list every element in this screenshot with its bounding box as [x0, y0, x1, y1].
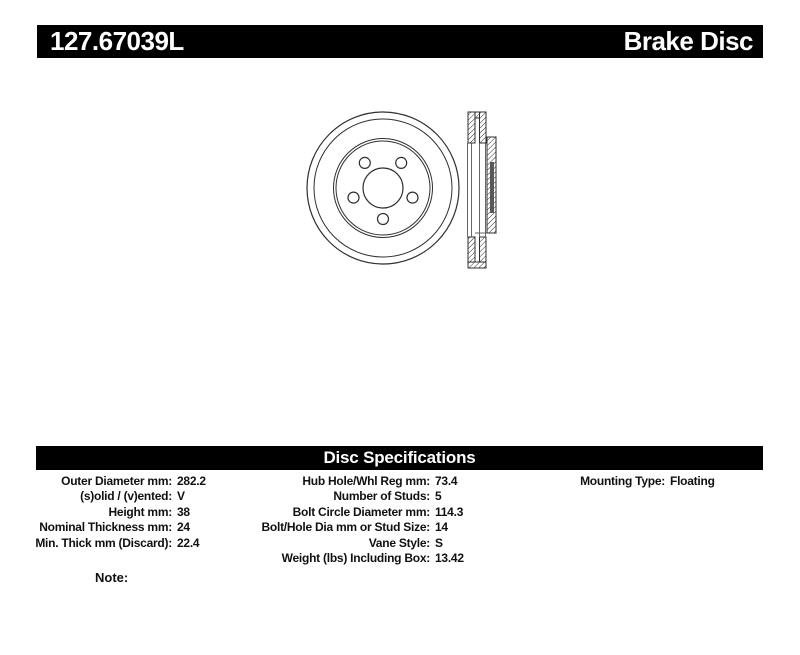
stud-hole — [396, 157, 407, 168]
spec-section-title: Disc Specifications — [323, 448, 476, 467]
spec-row — [258, 505, 464, 520]
spec-label: Bolt Circle Diameter mm: — [292, 504, 430, 519]
spec-row — [493, 474, 715, 489]
spec-row — [0, 474, 206, 489]
part-number: 127.67039L — [50, 26, 184, 56]
spec-label: Hub Hole/Whl Reg mm: — [302, 474, 430, 488]
spec-value: 73.4 — [435, 474, 458, 488]
hub-inner-circle — [336, 141, 430, 235]
spec-label: Number of Studs: — [333, 489, 430, 504]
disc-braking-surface-circle — [314, 119, 452, 257]
disc-section-view — [468, 112, 497, 268]
spec-label: Height mm: — [108, 504, 172, 519]
header-bar — [37, 25, 763, 58]
spec-label: Weight (lbs) Including Box: — [281, 551, 430, 566]
spec-row — [258, 489, 464, 504]
spec-label: Nominal Thickness mm: — [39, 520, 172, 535]
spec-column-middle — [258, 474, 464, 566]
spec-label: Vane Style: — [368, 535, 430, 550]
spec-value: 14 — [435, 520, 448, 535]
spec-column-left — [0, 474, 206, 551]
spec-label: Bolt/Hole Dia mm or Stud Size: — [261, 520, 430, 535]
spec-value: 5 — [435, 489, 442, 504]
spec-value: Floating — [670, 474, 715, 488]
technical-drawing — [280, 100, 510, 280]
spec-value: 24 — [177, 520, 190, 535]
spec-value: 114.3 — [435, 504, 464, 519]
stud-hole — [348, 192, 359, 203]
center-bore-circle — [363, 168, 403, 208]
spec-row — [258, 551, 464, 566]
section-bottom-cap — [468, 262, 486, 268]
section-top-left-plate — [468, 112, 475, 143]
spec-row — [258, 474, 464, 489]
spec-column-right — [493, 474, 715, 489]
spec-row — [258, 536, 464, 551]
stud-hole — [378, 214, 389, 225]
spec-row — [0, 520, 206, 535]
spec-value: V — [177, 489, 185, 504]
note-label: Note: — [95, 570, 129, 585]
spec-row — [0, 505, 206, 520]
spec-row — [0, 489, 206, 504]
spec-label: Min. Thick mm (Discard): — [35, 535, 172, 550]
product-title: Brake Disc — [623, 26, 753, 56]
spec-row — [258, 520, 464, 535]
spec-label: Outer Diameter mm: — [61, 474, 172, 488]
section-top-right-plate — [480, 112, 487, 143]
stud-hole — [359, 157, 370, 168]
spec-row — [0, 536, 206, 551]
spec-section-header — [36, 446, 763, 470]
disc-front-view — [307, 112, 459, 264]
spec-value: 22.4 — [177, 535, 200, 550]
hub-outer-circle — [334, 139, 433, 238]
section-elevation-lines — [468, 143, 488, 237]
spec-value: S — [435, 535, 443, 550]
spec-label: Mounting Type: — [580, 474, 665, 488]
spec-value: 282.2 — [177, 474, 206, 488]
spec-value: 38 — [177, 504, 190, 519]
disc-outer-edge-circle — [307, 112, 459, 264]
stud-hole — [407, 192, 418, 203]
section-hat-shading — [490, 162, 494, 213]
spec-label: (s)olid / (v)ented: — [80, 489, 172, 504]
spec-value: 13.42 — [435, 551, 464, 566]
